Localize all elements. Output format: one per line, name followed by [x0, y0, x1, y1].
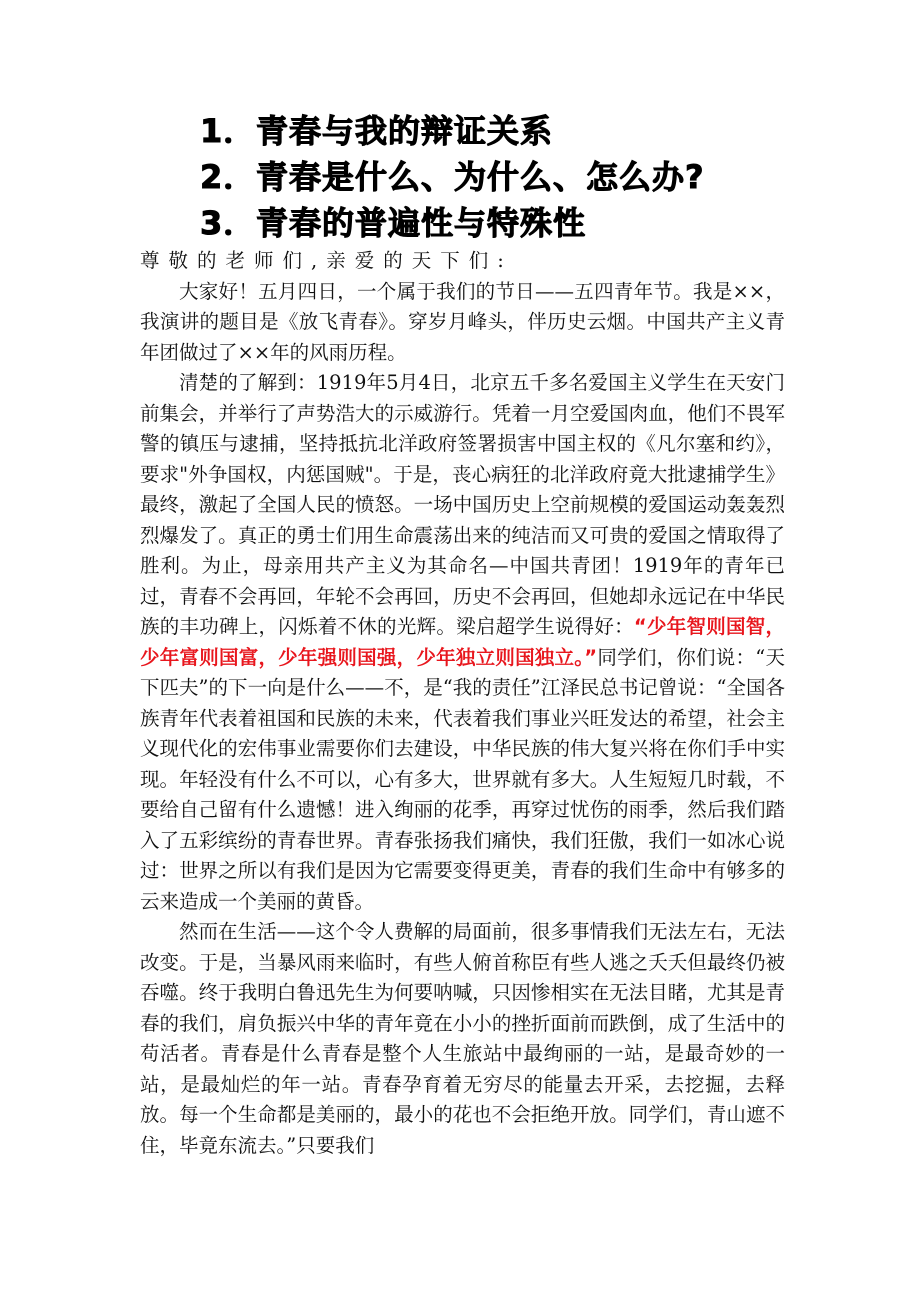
heading-1 — [200, 108, 840, 154]
heading-number: 2． — [200, 158, 257, 196]
heading-number: 1． — [200, 112, 257, 150]
heading-text: 青春是什么、为什么、怎么办? — [256, 158, 705, 196]
paragraph-history-text: 清楚的了解到：1919年5月4日，北京五千多名爱国主义学生在天安门前集会，并举行了声势浩大的示威游行。凭着一月空爱国肉血，他们不畏军警的镇压与逮捕，坚持抵抗北洋政府签署损害中国主权的《凡尔塞和约》，要求"外争国权，内惩国贼"。于是，丧心病狂的北洋政府竟大批逮捕学生》最终，激起了全国人民的愤怒。一场中国历史上空前规模的爱国运动轰轰烈烈爆发了。真正的勇士们用生命震荡出来的纯洁而又可贵的爱国之情取得了胜利。为止，母亲用共产主义为其命名—中国共青团！1919年的青年已过，青春不会再回，年轮不会再回，历史不会再回，但她却永远记在中华民族的丰功碑上，闪烁着不休的光辉。梁启超学生说得好： — [140, 371, 785, 638]
salutation: 尊敬的老师们,亲爱的天下们: — [140, 249, 513, 272]
paragraph-greeting: 大家好！五月四日，一个属于我们的节日——五四青年节。我是××，我演讲的题目是《放飞青春》。穿岁月峰头，伴历史云烟。中国共产主义青年团做过了××年的风雨历程。 — [140, 279, 785, 364]
heading-text: 青春与我的辩证关系 — [256, 112, 554, 150]
paragraph-life: 然而在生活——这个令人费解的局面前，很多事情我们无法左右，无法改变。于是，当暴风雨来临时，有些人俯首称臣有些人逃之夭夭但最终仍被吞噬。终于我明白鲁迅先生为何要呐喊，只因惨相实在无法目睹，尤其是青春的我们，肩负振兴中华的青年竟在小小的挫折面前而跌倒，成了生活中的苟活者。青春是什么青春是整个人生旅站中最绚丽的一站，是最奇妙的一站，是最灿烂的年一站。青春孕育着无穷尽的能量去开采，去挖掘，去释放。每一个生命都是美丽的，最小的花也不会拒绝开放。同学们，青山遮不住，毕竟东流去。”只要我们 — [140, 920, 785, 1157]
speech-body — [140, 246, 785, 1161]
paragraph-history-continued: 同学们，你们说：“天下匹夫”的下一向是什么——不，是“我的责任”江泽民总书记曾说：“全国各族青年代表着祖国和民族的未来，代表着我们事业兴旺发达的希望，社会主义现代化的宏伟事业需要你们去建设，中华民族的伟大复兴将在你们手中实现。年轻没有什么不可以，心有多大，世界就有多大。人生短短几时载，不要给自己留有什么遗憾！进入绚丽的花季，再穿过忧伤的雨季，然后我们踏入了五彩缤纷的青春世界。青春张扬我们痛快，我们狂傲，我们一如冰心说过：世界之所以有我们是因为它需要变得更美，青春的我们生命中有够多的云来造成一个美丽的黄昏。 — [140, 645, 785, 913]
heading-2 — [200, 154, 840, 200]
paragraph-history — [140, 368, 785, 917]
outline-headings — [200, 108, 840, 246]
heading-text: 青春的普遍性与特殊性 — [256, 204, 587, 242]
heading-3 — [200, 200, 840, 246]
heading-number: 3． — [200, 204, 257, 242]
highlighted-quote: “少年智则国智，少年富则国富，少年强则国强，少年独立则国独立。” — [140, 615, 785, 669]
